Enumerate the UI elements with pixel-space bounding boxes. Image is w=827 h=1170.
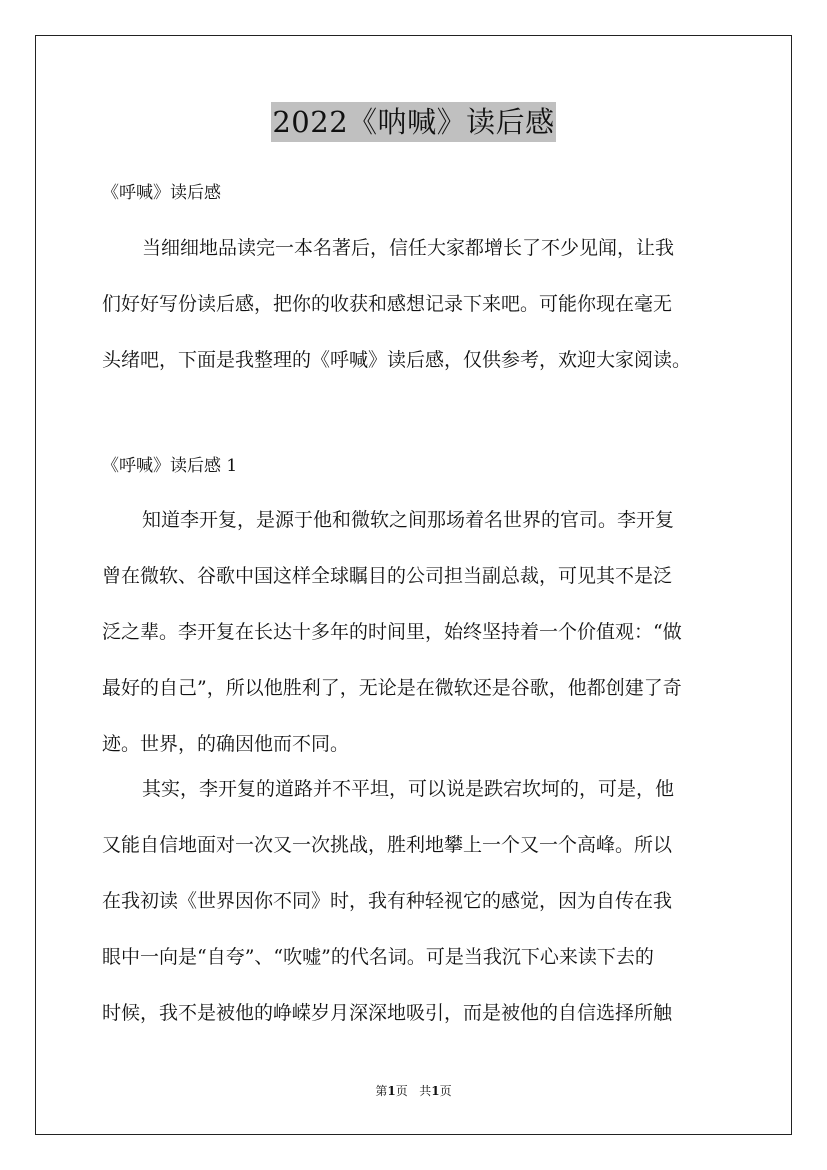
body-paragraph-1 (102, 492, 730, 772)
intro-line: 们好好写份读后感，把你的收获和感想记录下来吧。可能你现在毫无 (102, 293, 673, 315)
page-footer (0, 1083, 827, 1099)
paragraph-line: 又能自信地面对一次又一次挑战，胜利地攀上一个又一个高峰。所以 (102, 834, 673, 856)
document-title: 2022《呐喊》读后感 (271, 102, 555, 142)
paragraph-line: 泛之辈。李开复在长达十多年的时间里，始终坚持着一个价值观：“做 (102, 621, 682, 643)
paragraph-line: 眼中一向是“自夸”、“吹嘘”的代名词。可是当我沉下心来读下去的 (102, 946, 654, 968)
document-subtitle: 《呼喊》读后感 (102, 183, 221, 203)
section-heading: 《呼喊》读后感 1 (102, 456, 238, 476)
paragraph-line: 其实，李开复的道路并不平坦，可以说是跌宕坎坷的，可是，他 (142, 778, 675, 800)
paragraph-line: 曾在微软、谷歌中国这样全球瞩目的公司担当副总裁，可见其不是泛 (102, 565, 673, 587)
body-paragraph-2 (102, 761, 730, 1041)
page-suffix: 页 (395, 1084, 408, 1098)
page-prefix: 第 (375, 1084, 388, 1098)
paragraph-line: 迹。世界，的确因他而不同。 (102, 733, 350, 755)
page-number: 1 (387, 1084, 396, 1098)
total-suffix: 页 (439, 1084, 452, 1098)
paragraph-line: 在我初读《世界因你不同》时，我有种轻视它的感觉，因为自传在我 (102, 890, 673, 912)
intro-paragraph (102, 220, 730, 388)
total-pages: 1 (431, 1084, 440, 1098)
paragraph-line: 知道李开复，是源于他和微软之间那场着名世界的官司。李开复 (142, 509, 675, 531)
total-prefix: 共 (419, 1084, 432, 1098)
document-title-block (0, 102, 827, 142)
paragraph-line: 时候，我不是被他的峥嵘岁月深深地吸引，而是被他的自信选择所触 (102, 1002, 673, 1024)
paragraph-line: 最好的自己”，所以他胜利了，无论是在微软还是谷歌，他都创建了奇 (102, 677, 682, 699)
intro-line: 头绪吧，下面是我整理的《呼喊》读后感，仅供参考，欢迎大家阅读。 (102, 349, 692, 371)
intro-line: 当细细地品读完一本名著后，信任大家都增长了不少见闻，让我 (142, 237, 675, 259)
